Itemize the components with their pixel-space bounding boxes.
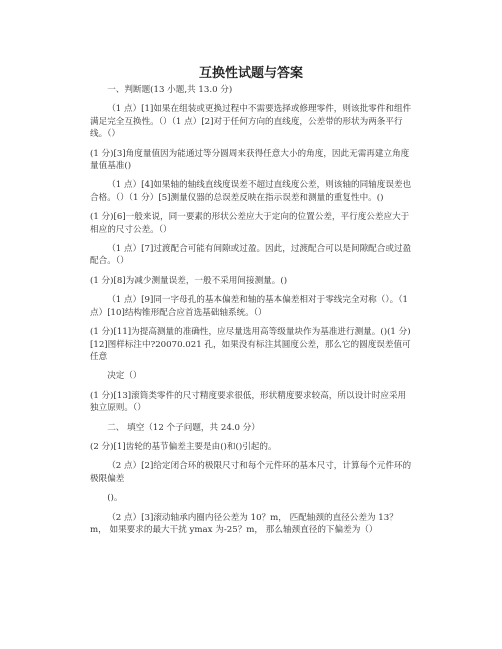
question-paragraph: （1 点）[1]如果在组装或更换过程中不需要选择或修理零件，则该批零件和组件满足完全互换性。（）（1 点）[2]对于任何方向的直线度，公差带的形状为两条平行线。（） [90,104,412,140]
document-body [90,84,412,543]
question-paragraph: （1 点）[9]同一字母孔的基本偏差和轴的基本偏差相对于零线完全对称（）。（1 点）[10]结构锥形配合应首选基础轴系统。（） [90,295,409,318]
question-paragraph: (2 分)[1]齿轮的基节偏差主要是由()和()引起的。 [90,441,277,452]
page-title: 互换性试题与答案 [198,66,303,81]
question-paragraph: 决定（） [107,371,142,382]
question-paragraph: (1 分)[8]为减少测量误差，一般不采用间接测量。() [90,275,288,286]
question-paragraph: (1 分)[3]角度量值因为能通过等分圆周来获得任意大小的角度，因此无需再建立角度量值基准() [90,148,410,172]
question-paragraph: (1 分)[11]为提高测量的准确性，应尽量选用高等级量块作为基准进行测量。()(1 分)[12]图样标注中?20070.021 孔，如果没有标注其圆度公差，那么它的圆度误差值可任意 [90,327,411,362]
question-paragraph: （2 点）[3]滚动轴承内圈内径公差为 10？m， 匹配轴颈的直径公差为 13？m， 如果要求的最大干扰 ymax 为-25？m， 那么轴颈直径的下偏差为（） [90,512,398,535]
question-paragraph: (1 分)[6]一般来说，同一要素的形状公差应大于定向的位置公差，平行度公差应大于相应的尺寸公差。（） [90,212,410,235]
question-paragraph: （1 点）[4]如果轴的轴线直线度误差不超过直线度公差，则该轴的同轴度误差也合格。（）（1 分）[5]测量仪器的总误差反映在指示误差和测量的重复性中。() [90,180,412,203]
question-paragraph: ()。 [107,493,123,504]
question-paragraph: （1 点）[7]过渡配合可能有间隙或过盈。因此，过渡配合可以是间隙配合或过盈配合。（） [90,244,412,267]
section-heading-fill-in: 二、 填空（12 个子问题，共 24.0 分） [107,422,260,433]
section-heading-true-false: 一、判断题(13 小题,共 13.0 分) [107,85,233,95]
question-paragraph: （2 点）[2]给定闭合环的极限尺寸和每个元件环的基本尺寸，计算每个元件环的极限偏差 [90,461,412,484]
question-paragraph: (1 分)[13]滚筒类零件的尺寸精度要求很低，形状精度要求较高，所以设计时应采用独立原则。（） [90,390,407,414]
